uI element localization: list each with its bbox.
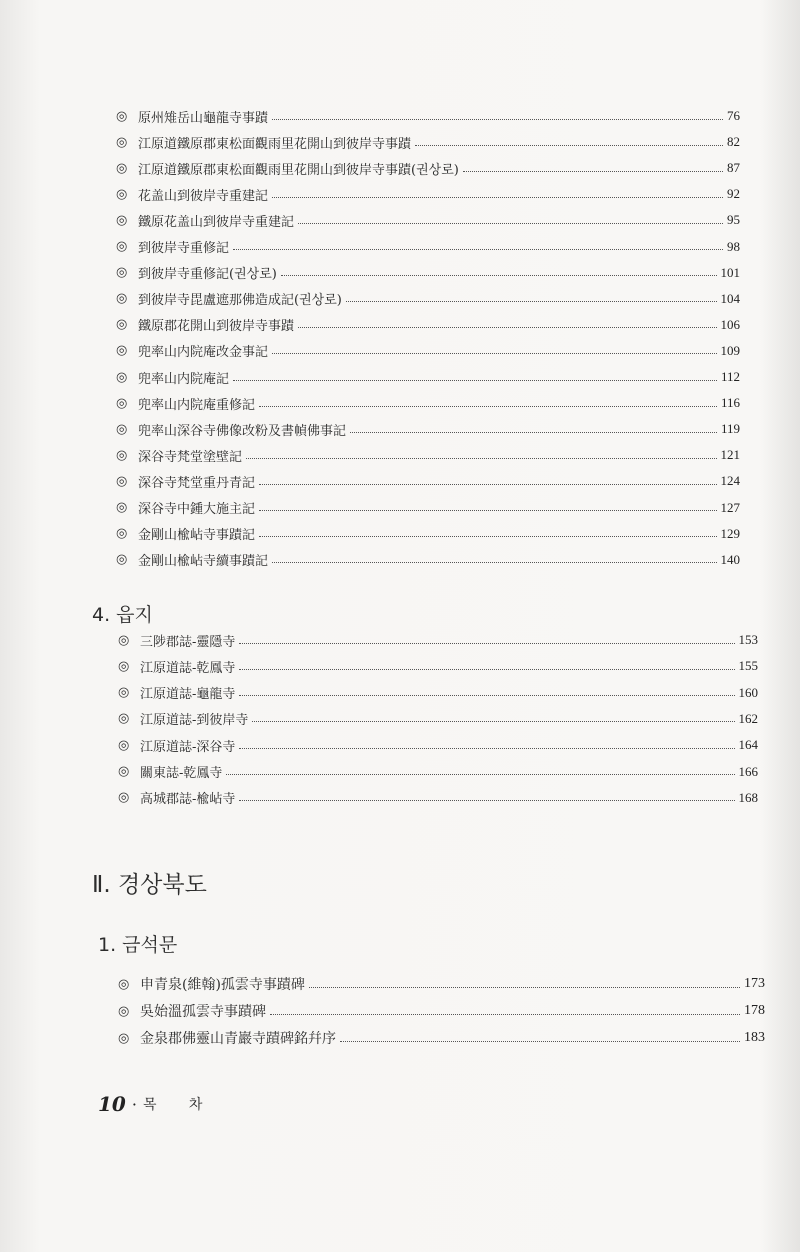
toc-entry bbox=[116, 261, 740, 285]
toc-entry-title: 金剛山楡岾寺事蹟記 bbox=[138, 528, 256, 544]
part-2-heading: Ⅱ. 경상북도 bbox=[92, 872, 207, 898]
dot-leader bbox=[259, 536, 716, 537]
toc-entry-title: 江原道誌-乾鳳寺 bbox=[140, 660, 236, 676]
bullet-icon: ◎ bbox=[118, 711, 130, 727]
bullet-icon: ◎ bbox=[116, 186, 128, 202]
bullet-icon: ◎ bbox=[116, 239, 128, 254]
dot-leader bbox=[259, 406, 717, 407]
dot-leader bbox=[350, 432, 717, 433]
dot-leader bbox=[233, 380, 717, 381]
toc-entry-title: 兜率山内院庵重修記 bbox=[138, 397, 256, 413]
toc-entry-title: 吳始溫孤雲寺事蹟碑 bbox=[140, 1004, 266, 1020]
toc-entry bbox=[118, 760, 758, 784]
toc-entry bbox=[116, 522, 740, 546]
bullet-icon: ◎ bbox=[118, 976, 130, 992]
toc-entry-page: 82 bbox=[727, 134, 740, 150]
toc-entry-page: 183 bbox=[744, 1030, 765, 1045]
bullet-icon: ◎ bbox=[116, 160, 128, 176]
page-footer bbox=[98, 1092, 216, 1116]
dot-leader bbox=[252, 721, 734, 722]
toc-entry-title: 金泉郡佛靈山青巖寺蹟碑銘幷序 bbox=[140, 1031, 336, 1047]
dot-leader bbox=[340, 1041, 740, 1042]
toc-entry-page: 162 bbox=[738, 710, 758, 726]
toc-entry bbox=[118, 628, 758, 652]
toc-entry-page: 121 bbox=[720, 447, 740, 463]
dot-leader bbox=[246, 458, 716, 459]
bullet-icon: ◎ bbox=[116, 447, 128, 463]
toc-entry bbox=[116, 391, 740, 415]
toc-entry-title: 深谷寺中鍾大施主記 bbox=[138, 502, 256, 517]
toc-entry-title: 到彼岸寺重修記 bbox=[138, 241, 230, 256]
toc-entry bbox=[116, 287, 740, 311]
toc-entry bbox=[116, 313, 740, 337]
toc-entry-page: 173 bbox=[744, 976, 765, 991]
toc-entry-page: 168 bbox=[738, 789, 758, 805]
bullet-icon: ◎ bbox=[118, 737, 130, 753]
toc-entry-title: 江原道鐵原郡東松面觀雨里花開山到彼岸寺事蹟(권상로) bbox=[138, 162, 459, 178]
bullet-icon: ◎ bbox=[116, 395, 128, 411]
toc-entry bbox=[116, 365, 740, 389]
section-4-heading: 4. 읍지 bbox=[92, 604, 153, 626]
dot-leader bbox=[272, 562, 716, 563]
dot-leader bbox=[415, 145, 723, 146]
toc-entry-page: 178 bbox=[744, 1003, 765, 1018]
dot-leader bbox=[346, 301, 717, 302]
dot-leader bbox=[239, 800, 734, 801]
toc-entry-page: 127 bbox=[720, 499, 740, 515]
bullet-icon: ◎ bbox=[116, 108, 128, 124]
bullet-icon: ◎ bbox=[116, 134, 128, 150]
dot-leader bbox=[233, 249, 723, 250]
toc-entry-page: 112 bbox=[720, 369, 740, 384]
bullet-icon: ◎ bbox=[116, 552, 128, 568]
toc-entry bbox=[116, 417, 740, 441]
toc-entry-page: 124 bbox=[720, 473, 740, 489]
bullet-icon: ◎ bbox=[116, 343, 128, 359]
toc-entry bbox=[118, 999, 765, 1023]
toc-entry bbox=[118, 733, 758, 757]
toc-entry bbox=[116, 182, 740, 206]
toc-entry-title: 申青泉(維翰)孤雲寺事蹟碑 bbox=[140, 977, 305, 993]
bullet-icon: ◎ bbox=[118, 1030, 130, 1046]
toc-entry-title: 兜率山内院庵改金事記 bbox=[138, 345, 269, 361]
toc-entry-page: 160 bbox=[738, 684, 758, 700]
toc-entry-page: 87 bbox=[727, 160, 740, 176]
toc-entry-title: 到彼岸寺重修記(권상로) bbox=[138, 267, 277, 283]
footer-label: 목 차 bbox=[142, 1097, 217, 1113]
toc-entry-title: 江原道鐵原郡東松面觀雨里花開山到彼岸寺事蹟 bbox=[138, 136, 412, 152]
toc-entry-title: 江原道誌-龜龍寺 bbox=[140, 687, 236, 703]
toc-entry-page: 129 bbox=[720, 525, 740, 541]
dot-leader bbox=[298, 223, 723, 224]
toc-entry bbox=[116, 235, 740, 259]
bullet-icon: ◎ bbox=[118, 658, 130, 674]
toc-entry-page: 164 bbox=[738, 737, 758, 753]
bullet-icon: ◎ bbox=[118, 632, 130, 648]
dot-leader bbox=[259, 484, 716, 485]
toc-entry-page: 153 bbox=[738, 632, 758, 647]
toc-entry bbox=[116, 156, 740, 180]
toc-entry-page: 104 bbox=[720, 290, 740, 306]
toc-entry bbox=[118, 707, 758, 731]
bullet-icon: ◎ bbox=[116, 212, 128, 228]
toc-entry bbox=[118, 1026, 765, 1050]
toc-entry-title: 江原道誌-到彼岸寺 bbox=[140, 713, 249, 729]
bullet-icon: ◎ bbox=[116, 265, 128, 281]
bullet-icon: ◎ bbox=[116, 500, 128, 515]
toc-entry-title: 高城郡誌-楡岾寺 bbox=[140, 792, 236, 808]
toc-entry-page: 106 bbox=[720, 316, 740, 332]
toc-entry-page: 98 bbox=[727, 238, 740, 254]
toc-entry-title: 兜率山深谷寺佛像改粉及書幀佛事記 bbox=[138, 423, 347, 439]
bullet-icon: ◎ bbox=[118, 764, 130, 779]
toc-entry bbox=[116, 548, 740, 572]
toc-entry-title: 花盖山到彼岸寺重建記 bbox=[138, 188, 269, 204]
toc-entry bbox=[116, 496, 740, 520]
dot-leader bbox=[270, 1014, 740, 1015]
bullet-icon: ◎ bbox=[116, 526, 128, 542]
dot-leader bbox=[239, 643, 734, 644]
bullet-icon: ◎ bbox=[116, 369, 128, 385]
toc-entry-page: 92 bbox=[727, 186, 740, 202]
toc-entry bbox=[116, 104, 740, 128]
bullet-icon: ◎ bbox=[116, 421, 128, 437]
toc-entry-page: 109 bbox=[720, 342, 740, 358]
toc-entry-title: 鐵原郡花開山到彼岸寺事蹟 bbox=[138, 319, 295, 335]
dot-leader bbox=[272, 119, 723, 120]
toc-entry bbox=[116, 339, 740, 363]
toc-entry-title: 關東誌-乾鳳寺 bbox=[140, 766, 223, 781]
toc-entry-page: 116 bbox=[720, 395, 740, 411]
section-1-heading: 1. 금석문 bbox=[98, 934, 178, 956]
toc-entry-page: 119 bbox=[720, 421, 740, 437]
toc-entry-title: 兜率山内院庵記 bbox=[138, 371, 230, 387]
bullet-icon: ◎ bbox=[118, 1003, 130, 1019]
toc-entry-page: 155 bbox=[738, 658, 758, 674]
dot-leader bbox=[226, 774, 734, 775]
toc-entry-page: 76 bbox=[727, 108, 740, 123]
footer-page-number: 10 bbox=[98, 1092, 126, 1116]
toc-entry bbox=[116, 208, 740, 232]
dot-leader bbox=[272, 197, 723, 198]
dot-leader bbox=[463, 171, 723, 172]
dot-leader bbox=[272, 353, 716, 354]
toc-entry-page: 166 bbox=[738, 763, 758, 779]
bullet-icon: ◎ bbox=[116, 317, 128, 333]
bullet-icon: ◎ bbox=[118, 790, 130, 806]
toc-entry bbox=[118, 786, 758, 810]
toc-entry-title: 深谷寺梵堂塗壁記 bbox=[138, 449, 243, 465]
toc-entry-page: 95 bbox=[727, 212, 740, 228]
bullet-icon: ◎ bbox=[118, 685, 130, 701]
bullet-icon: ◎ bbox=[116, 473, 128, 489]
toc-entry bbox=[116, 469, 740, 493]
dot-leader bbox=[259, 510, 716, 511]
dot-leader bbox=[298, 327, 716, 328]
toc-entry bbox=[118, 681, 758, 705]
toc-entry bbox=[116, 443, 740, 467]
bullet-icon: ◎ bbox=[116, 291, 128, 307]
dot-leader bbox=[239, 695, 734, 696]
toc-entry-title: 原州雉岳山龜龍寺事蹟 bbox=[138, 110, 269, 126]
footer-separator: · bbox=[131, 1094, 137, 1114]
dot-leader bbox=[281, 275, 717, 276]
toc-entry-title: 三陟郡誌-靈隱寺 bbox=[140, 634, 236, 650]
toc-entry-page: 140 bbox=[720, 551, 740, 567]
toc-entry-title: 江原道誌-深谷寺 bbox=[140, 739, 236, 755]
toc-entry-title: 深谷寺梵堂重丹青記 bbox=[138, 475, 256, 491]
toc-entry-title: 金剛山楡岾寺續事蹟記 bbox=[138, 554, 269, 570]
dot-leader bbox=[309, 987, 740, 988]
toc-entry-page: 101 bbox=[720, 264, 740, 280]
toc-entry bbox=[118, 972, 765, 996]
toc-entry-title: 鐵原花盖山到彼岸寺重建記 bbox=[138, 214, 295, 230]
dot-leader bbox=[239, 748, 734, 749]
toc-entry bbox=[116, 130, 740, 154]
toc-entry bbox=[118, 654, 758, 678]
dot-leader bbox=[239, 669, 734, 670]
toc-entry-title: 到彼岸寺毘盧遮那佛造成記(권상로) bbox=[138, 293, 342, 309]
